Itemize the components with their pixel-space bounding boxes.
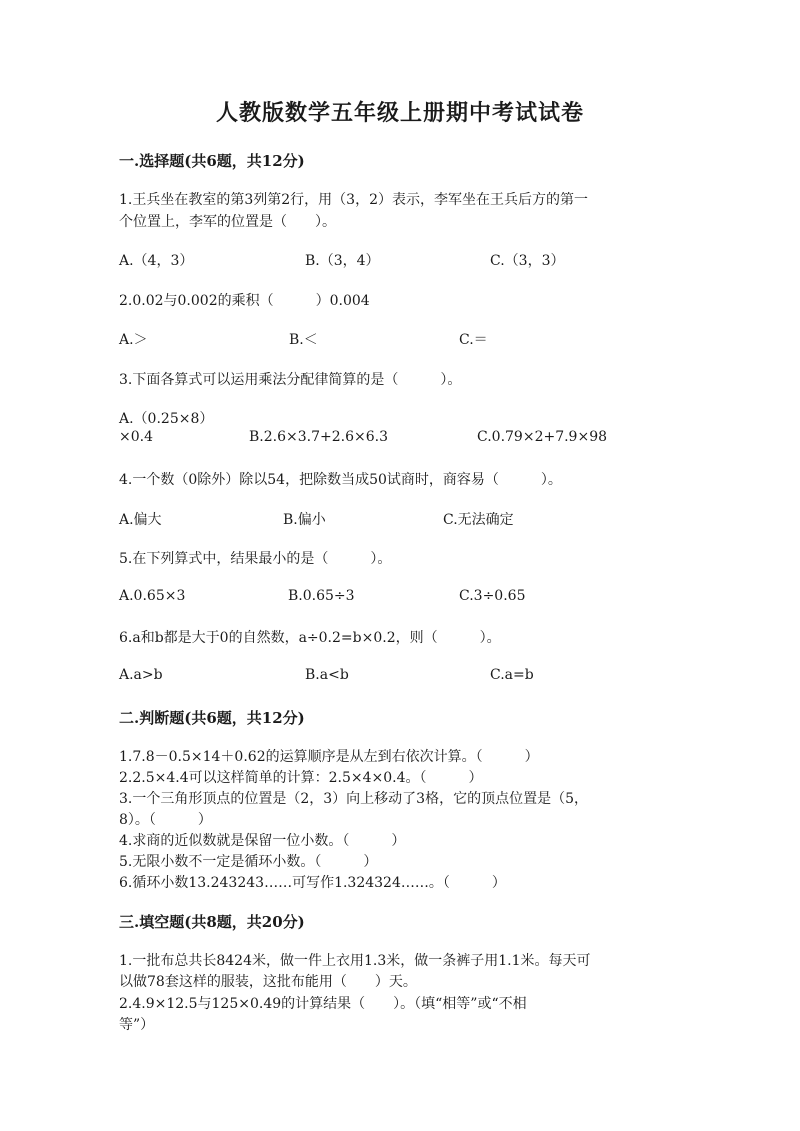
true-false-line-5: 4.求商的近似数就是保留一位小数。（ ） [119,833,406,849]
question-2-option-c: C.＝ [459,332,488,348]
true-false-line-1: 1.7.8－0.5×14＋0.62的运算顺序是从左到右依次计算。（ ） [119,749,539,765]
fill-in-line-2: 以做78套这样的服装，这批布能用（ ）天。 [119,974,417,990]
question-1-line-2: 个位置上，李军的位置是（ ）。 [119,214,336,230]
question-6-option-b: B.a<b [305,667,349,683]
fill-in-line-3: 2.4.9×12.5与125×0.49的计算结果（ ）。（填“相等”或“不相 [119,996,527,1012]
question-5-option-c: C.3÷0.65 [459,588,526,604]
question-2-option-a: A.＞ [119,332,148,348]
question-5-option-a: A.0.65×3 [119,588,186,604]
question-2-option-b: B.＜ [289,332,318,348]
question-6-option-a: A.a>b [119,667,163,683]
question-4-option-b: B.偏小 [283,512,326,528]
question-3-option-c: C.0.79×2+7.9×98 [477,429,608,445]
fill-in-line-4: 等”） [119,1017,155,1033]
section-heading-fill-in: 三.填空题(共8题，共20分) [119,913,305,931]
true-false-line-4: 8）。（ ） [119,812,212,828]
question-1-option-a: A.（4，3） [119,253,194,269]
question-3-option-a-line-1: A.（0.25×8） [119,411,214,427]
true-false-line-3: 3.一个三角形顶点的位置是（2，3）向上移动了3格，它的顶点位置是（5， [119,791,588,807]
true-false-line-2: 2.2.5×4.4可以这样简单的计算：2.5×4×0.4。（ ） [119,770,483,786]
true-false-line-7: 6.循环小数13.243243……可写作1.324324……。（ ） [119,875,506,891]
question-1-option-c: C.（3，3） [490,253,565,269]
question-2-line-1: 2.0.02与0.002的乘积（ ）0.004 [119,293,370,309]
question-1-option-b: B.（3，4） [305,253,380,269]
question-6-option-c: C.a=b [490,667,534,683]
question-5-line-1: 5.在下列算式中，结果最小的是（ ）。 [119,551,392,567]
question-3-option-b: B.2.6×3.7+2.6×6.3 [249,429,388,445]
section-heading-true-false: 二.判断题(共6题，共12分) [119,709,305,727]
question-4-line-1: 4.一个数（0除外）除以54，把除数当成50试商时，商容易（ ）。 [119,472,562,488]
question-3-option-a-line-2: ×0.4 [119,429,153,445]
question-1-line-1: 1.王兵坐在教室的第3列第2行，用（3，2）表示，李军坐在王兵后方的第一 [119,192,588,208]
question-4-option-a: A.偏大 [119,512,162,528]
true-false-line-6: 5.无限小数不一定是循环小数。（ ） [119,854,378,870]
section-heading-choice: 一.选择题(共6题，共12分) [119,152,305,170]
question-4-option-c: C.无法确定 [443,512,514,528]
page-title: 人教版数学五年级上册期中考试试卷 [215,100,584,126]
question-3-line-1: 3.下面各算式可以运用乘法分配律简算的是（ ）。 [119,372,462,388]
question-6-line-1: 6.a和b都是大于0的自然数，a÷0.2=b×0.2，则（ ）。 [119,630,501,646]
fill-in-line-1: 1.一批布总共长8424米，做一件上衣用1.3米，做一条裤子用1.1米。每天可 [119,953,591,969]
question-5-option-b: B.0.65÷3 [288,588,355,604]
